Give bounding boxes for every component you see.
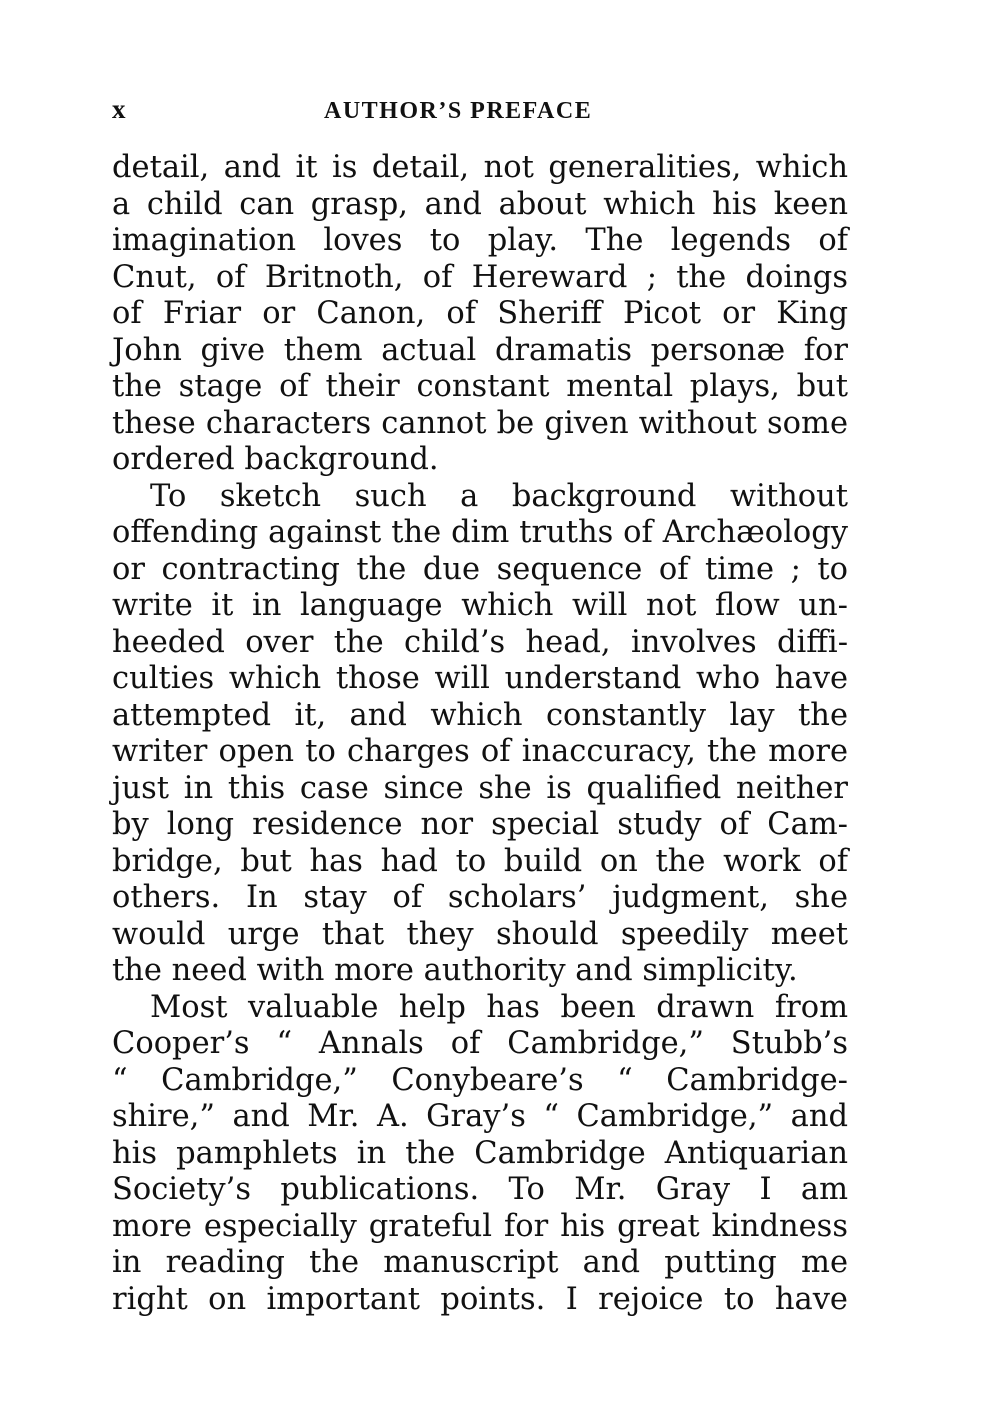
text-line: these characters cannot be given without some: [112, 405, 848, 441]
text-line: others. In stay of scholars’ judgment, she: [112, 880, 848, 915]
text-line: right on important points. I rejoice to have: [112, 1281, 848, 1317]
text-line: culties which those will understand who have: [112, 661, 848, 696]
paragraph-3: [112, 990, 848, 1319]
text-line: the need with more authority and simplicity.: [112, 953, 798, 988]
text-line: Society’s publications. To Mr. Gray I am: [112, 1172, 848, 1207]
text-line: of Friar or Canon, of Sheriff Picot or King: [112, 296, 848, 331]
text-line: or contracting the due sequence of time ; to: [112, 551, 848, 587]
text-line: his pamphlets in the Cambridge Antiquarian: [112, 1135, 848, 1171]
body-text: [112, 150, 848, 1318]
text-line: John give them actual dramatis personæ for: [112, 332, 848, 368]
text-line: would urge that they should speedily meet: [112, 916, 848, 952]
text-line: Most valuable help has been drawn from: [150, 989, 848, 1025]
page-number: x: [112, 94, 127, 124]
text-line: the stage of their constant mental plays, but: [112, 369, 848, 404]
text-line: attempted it, and which constantly lay the: [112, 697, 848, 733]
text-line: imagination loves to play. The legends of: [112, 223, 848, 258]
text-line: heeded over the child’s head, involves diffi-: [112, 624, 848, 660]
text-line: shire,” and Mr. A. Gray’s “ Cambridge,” and: [112, 1099, 848, 1134]
text-line: Cnut, of Britnoth, of Hereward ; the doings: [112, 259, 848, 295]
text-line: in reading the manuscript and putting me: [112, 1245, 848, 1280]
text-line: write it in language which will not flow un-: [112, 588, 848, 623]
paragraph-2: [112, 479, 848, 990]
text-line: a child can grasp, and about which his keen: [112, 186, 848, 222]
text-line: by long residence nor special study of Cam-: [112, 807, 848, 842]
text-line: writer open to charges of inaccuracy, the more: [112, 734, 848, 769]
text-line: Cooper’s “ Annals of Cambridge,” Stubb’s: [112, 1026, 848, 1061]
running-head: [112, 92, 848, 132]
text-line: more especially grateful for his great kindness: [112, 1208, 848, 1244]
text-line: detail, and it is detail, not generalities, which: [112, 150, 848, 185]
text-line: To sketch such a background without: [150, 478, 848, 514]
text-line: just in this case since she is qualified neither: [112, 770, 848, 806]
text-line: offending against the dim truths of Archæology: [112, 515, 848, 550]
text-line: ordered background.: [112, 442, 439, 477]
text-line: “ Cambridge,” Conybeare’s “ Cambridge-: [112, 1062, 848, 1098]
running-title: AUTHOR’S PREFACE: [324, 98, 593, 124]
paragraph-1: [112, 150, 848, 479]
text-line: bridge, but has had to build on the work of: [112, 843, 848, 879]
